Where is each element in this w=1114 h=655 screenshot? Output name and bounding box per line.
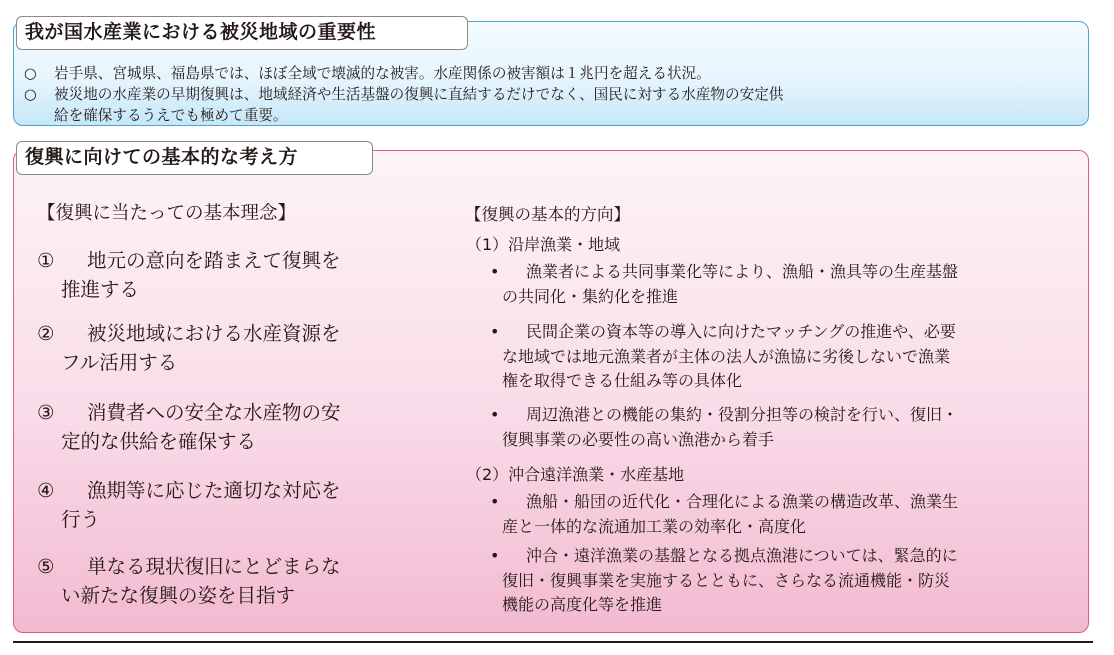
principle-number: ⑤ — [37, 555, 55, 578]
subsection-offshore-heading: （2）沖合遠洋漁業・水産基地 — [466, 465, 685, 484]
principle-number: ③ — [37, 401, 55, 424]
importance-point-1-text: 岩手県、宮城県、福島県では、ほぼ全域で壊滅的な被害。水産関係の被害額は１兆円を超える状況。 — [54, 65, 711, 82]
principle-text: 消費者への安全な水産物の安 — [87, 401, 341, 424]
direction-text: 漁船・船団の近代化・合理化による漁業の構造改革、漁業生 — [526, 492, 959, 511]
dot-bullet: • — [490, 492, 500, 511]
principle-text: 被災地域における水産資源を — [87, 322, 341, 345]
importance-point-2-continuation: 給を確保するうえでも極めて重要。 — [54, 107, 288, 124]
direction-text-continuation: の共同化・集約化を推進 — [502, 286, 679, 306]
direction-text-continuation: 権を取得できる仕組み等の具体化 — [502, 371, 743, 390]
direction-text: 漁業者による共同事業化等により、漁船・漁具等の生産基盤 — [526, 262, 959, 281]
direction-item — [490, 490, 1080, 539]
direction-text: 民間企業の資本等の導入に向けたマッチングの推進や、必要 — [526, 322, 956, 341]
principle-number: ④ — [37, 479, 55, 502]
direction-item — [490, 403, 1080, 452]
dot-bullet: • — [490, 322, 500, 341]
direction-item — [490, 260, 1080, 309]
direction-text-continuation: 復興事業の必要性の高い漁港から着手 — [502, 429, 775, 449]
principle-text: 単なる現状復旧にとどまらな — [87, 555, 341, 578]
direction-text: 沖合・遠洋漁業の基盤となる拠点漁港については、緊急的に — [526, 546, 958, 565]
importance-point-2-text: 被災地の水産業の早期復興は、地域経済や生活基盤の復興に直結するだけでなく、国民に対する水産物の安定供 — [54, 86, 784, 103]
principle-item — [37, 319, 397, 377]
dot-bullet: • — [490, 262, 500, 281]
direction-text-continuation: 復旧・復興事業を実施するとともに、さらなる流通機能・防災 — [502, 570, 951, 590]
dot-bullet: • — [490, 546, 500, 565]
importance-point-1 — [24, 63, 711, 84]
principle-number: ② — [37, 322, 55, 345]
principle-text-continuation: 推進する — [61, 278, 140, 301]
principle-text-continuation: フル活用する — [61, 351, 178, 374]
circle-bullet: ○ — [24, 86, 37, 103]
principle-text-continuation: 定的な供給を確保する — [61, 430, 257, 453]
principle-text-continuation: い新たな復興の姿を目指す — [61, 584, 296, 607]
direction-text: 周辺漁港との機能の集約・役割分担等の検討を行い、復旧・ — [526, 405, 959, 424]
principle-item — [37, 246, 397, 304]
direction-item — [490, 544, 1080, 618]
principle-text: 漁期等に応じた適切な対応を — [87, 479, 341, 502]
principle-text: 地元の意向を踏まえて復興を — [87, 249, 341, 272]
direction-text-continuation: な地域では地元漁業者が主体の法人が漁協に劣後しないで漁業 — [502, 346, 951, 366]
basic-approach-title: 復興に向けての基本的な考え方 — [16, 141, 373, 175]
dot-bullet: • — [490, 405, 500, 424]
circle-bullet: ○ — [24, 65, 37, 82]
directions-header: 【復興の基本的方向】 — [465, 205, 630, 224]
importance-point-2 — [24, 84, 1074, 126]
principle-item — [37, 552, 397, 610]
subsection-coastal-heading: （1）沿岸漁業・地域 — [466, 235, 621, 254]
bottom-rule — [13, 641, 1093, 643]
principle-number: ① — [37, 249, 55, 272]
importance-title: 我が国水産業における被災地域の重要性 — [16, 16, 468, 50]
direction-text-continuation: 機能の高度化等を推進 — [502, 595, 663, 614]
direction-item — [490, 320, 1080, 394]
direction-text-continuation: 産と一体的な流通加工業の効率化・高度化 — [502, 516, 807, 536]
principle-item — [37, 398, 397, 456]
principle-item — [37, 476, 397, 534]
principle-text-continuation: 行う — [61, 508, 101, 531]
principles-header: 【復興に当たっての基本理念】 — [37, 203, 297, 224]
